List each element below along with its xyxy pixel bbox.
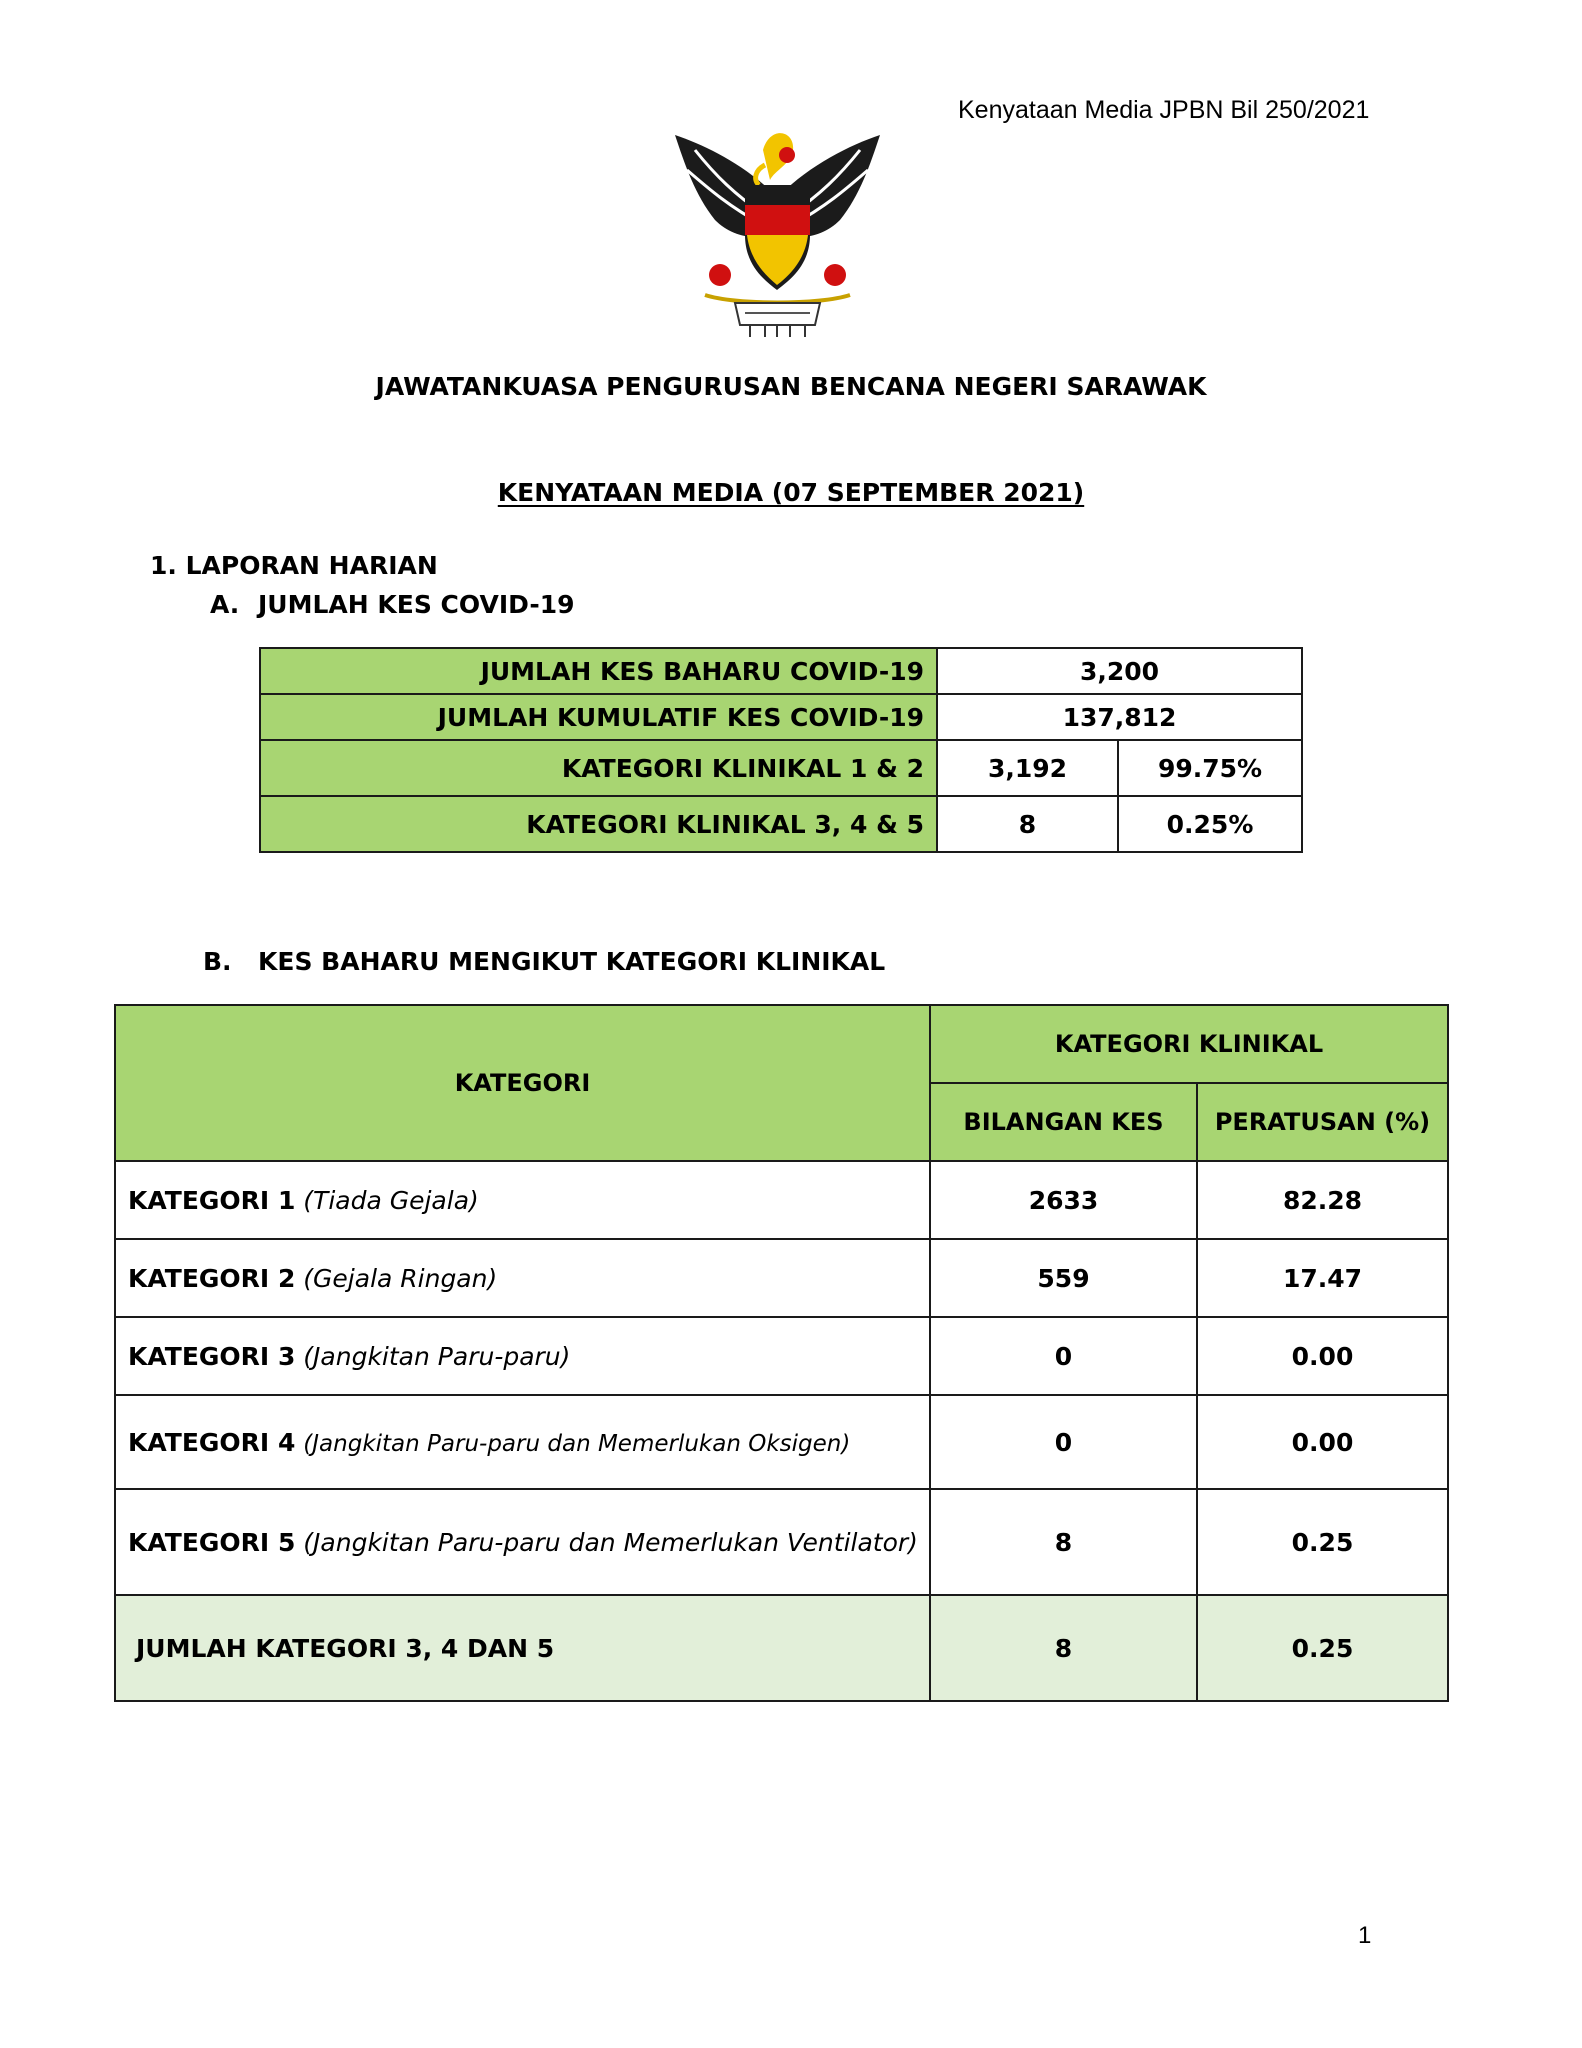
category-desc: (Gejala Ringan) [303, 1263, 498, 1293]
summary-value: 137,812 [937, 694, 1302, 740]
statement-title [0, 478, 1582, 507]
category-desc: (Jangkitan Paru-paru dan Memerlukan Ventilator) [303, 1527, 918, 1557]
category-name: KATEGORI 4 [128, 1427, 296, 1457]
category-table [114, 1004, 1449, 1702]
total-row [115, 1595, 1448, 1701]
table-row [115, 1161, 1448, 1239]
table-row [260, 796, 1302, 852]
summary-label: KATEGORI KLINIKAL 1 & 2 [260, 740, 937, 796]
header-count: BILANGAN KES [930, 1083, 1197, 1161]
category-desc: (Tiada Gejala) [303, 1185, 479, 1215]
category-name: KATEGORI 1 [128, 1185, 296, 1215]
page-number: 1 [1358, 1922, 1372, 1949]
category-count: 559 [930, 1239, 1197, 1317]
subsection-b-title: KES BAHARU MENGIKUT KATEGORI KLINIKAL [258, 947, 886, 976]
table-header-row [115, 1005, 1448, 1083]
category-count: 0 [930, 1395, 1197, 1489]
table-row [260, 694, 1302, 740]
category-percent: 17.47 [1197, 1239, 1448, 1317]
header-category: KATEGORI [115, 1005, 930, 1161]
category-cell [115, 1317, 930, 1395]
sarawak-crest-icon [675, 125, 880, 340]
category-desc: (Jangkitan Paru-paru) [303, 1341, 571, 1371]
total-percent: 0.25 [1197, 1595, 1448, 1701]
category-count: 0 [930, 1317, 1197, 1395]
table-row [115, 1395, 1448, 1489]
summary-label: KATEGORI KLINIKAL 3, 4 & 5 [260, 796, 937, 852]
subsection-a-heading [210, 590, 575, 619]
summary-label: JUMLAH KUMULATIF KES COVID-19 [260, 694, 937, 740]
subsection-b-label: B. [203, 947, 232, 976]
summary-table [259, 647, 1303, 853]
subsection-a-label: A. [210, 590, 240, 619]
category-desc: (Jangkitan Paru-paru dan Memerlukan Oksigen) [303, 1430, 851, 1457]
total-label: JUMLAH KATEGORI 3, 4 DAN 5 [115, 1595, 930, 1701]
category-percent: 0.25 [1197, 1489, 1448, 1595]
summary-count: 3,192 [937, 740, 1118, 796]
category-cell [115, 1161, 930, 1239]
subsection-a-title: JUMLAH KES COVID-19 [258, 590, 575, 619]
subsection-b-heading [203, 947, 885, 976]
category-count: 2633 [930, 1161, 1197, 1239]
category-count: 8 [930, 1489, 1197, 1595]
table-row [115, 1489, 1448, 1595]
statement-title-text: KENYATAAN MEDIA (07 SEPTEMBER 2021) [497, 478, 1085, 507]
total-count: 8 [930, 1595, 1197, 1701]
table-row [115, 1317, 1448, 1395]
section-heading: 1. LAPORAN HARIAN [150, 551, 438, 580]
summary-percent: 99.75% [1118, 740, 1302, 796]
media-reference: Kenyataan Media JPBN Bil 250/2021 [958, 96, 1370, 124]
summary-count: 8 [937, 796, 1118, 852]
organisation-title: JAWATANKUASA PENGURUSAN BENCANA NEGERI SARAWAK [375, 372, 1207, 401]
category-name: KATEGORI 5 [128, 1527, 296, 1557]
table-row [260, 648, 1302, 694]
category-percent: 82.28 [1197, 1161, 1448, 1239]
category-percent: 0.00 [1197, 1317, 1448, 1395]
category-cell [115, 1239, 930, 1317]
summary-label: JUMLAH KES BAHARU COVID-19 [260, 648, 937, 694]
header-percent: PERATUSAN (%) [1197, 1083, 1448, 1161]
category-percent: 0.00 [1197, 1395, 1448, 1489]
summary-value: 3,200 [937, 648, 1302, 694]
summary-percent: 0.25% [1118, 796, 1302, 852]
table-row [260, 740, 1302, 796]
header-group: KATEGORI KLINIKAL [930, 1005, 1448, 1083]
category-name: KATEGORI 3 [128, 1341, 296, 1371]
category-name: KATEGORI 2 [128, 1263, 296, 1293]
table-row [115, 1239, 1448, 1317]
category-cell [115, 1395, 930, 1489]
category-cell [115, 1489, 930, 1595]
